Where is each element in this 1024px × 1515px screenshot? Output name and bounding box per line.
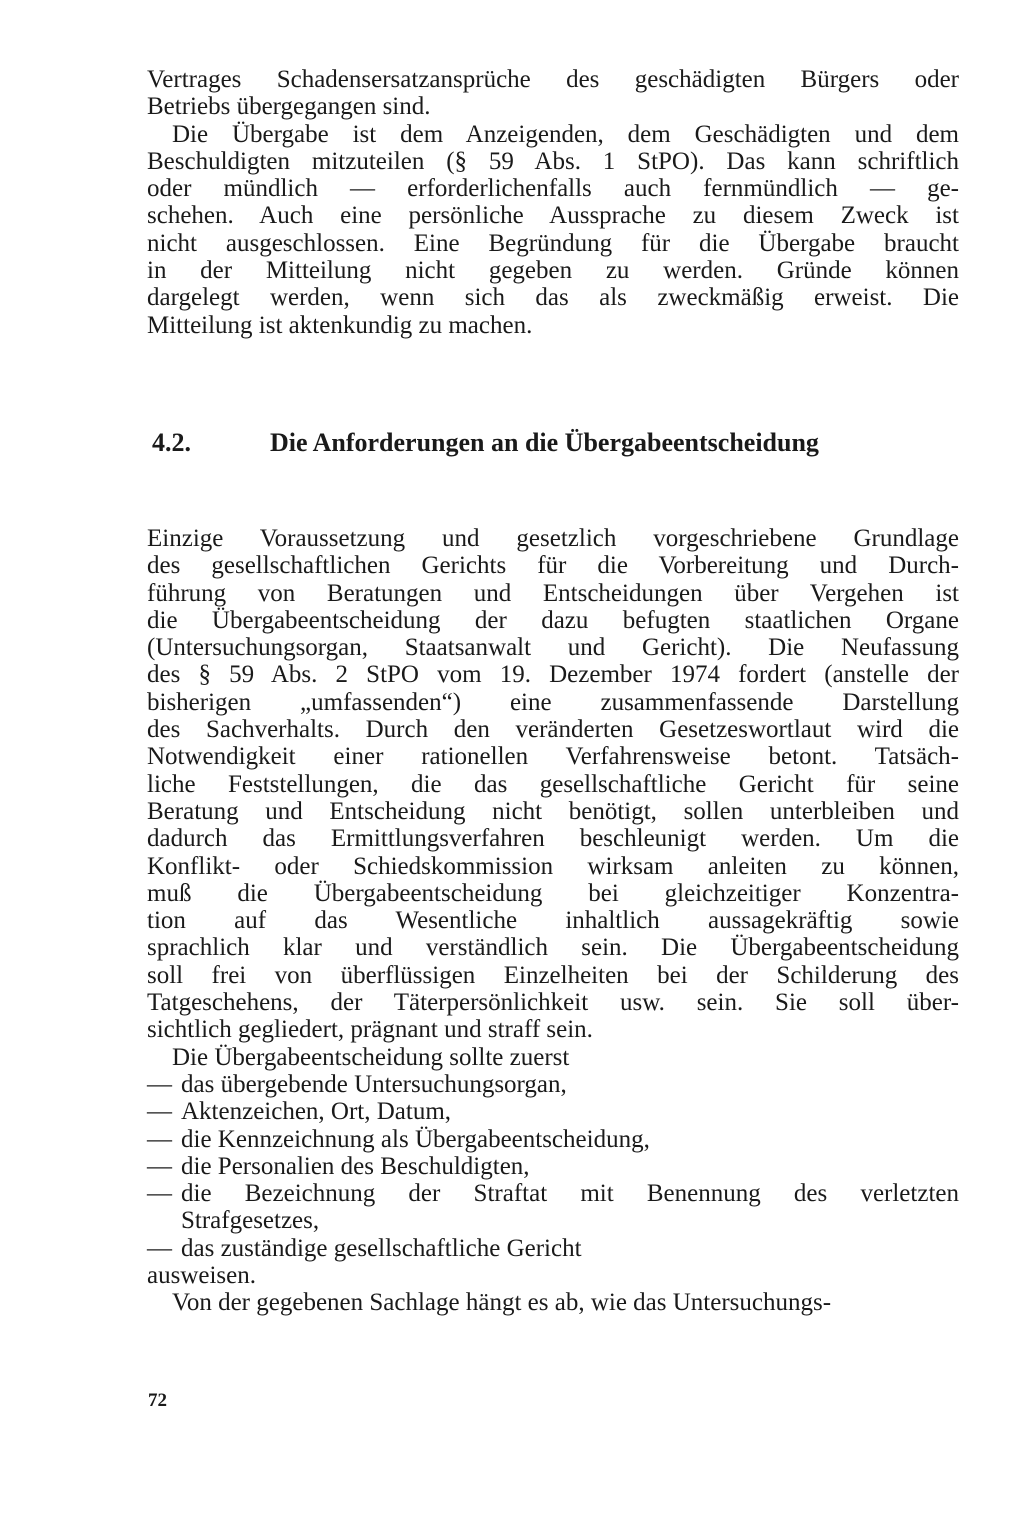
dash: — [147, 1180, 172, 1208]
text-line: des § 59 Abs. 2 StPO vom 19. Dezember 1974 fordert (anstelle der [147, 661, 959, 689]
dash: — [147, 1098, 172, 1126]
list-item [147, 1071, 959, 1098]
list-item-text: die Bezeichnung der Straftat mit Benennung des verletzten [181, 1180, 959, 1208]
text-line: muß die Übergabeentscheidung bei gleichzeitiger Konzentra- [147, 879, 959, 907]
text-line: sprachlich klar und verständlich sein. Die Übergabeentscheidung [147, 934, 959, 962]
text-line: des gesellschaftlichen Gerichts für die Vorbereitung und Durch- [147, 552, 959, 580]
text-line: Mitteilung ist aktenkundig zu machen. [147, 311, 533, 339]
text-line: die Übergabeentscheidung der dazu befugten staatlichen Organe [147, 606, 959, 634]
text-line: schehen. Auch eine persönliche Aussprache zu diesem Zweck ist [147, 202, 959, 230]
text-line: Vertrages Schadensersatzansprüche des geschädigten Bürgers oder [147, 66, 959, 93]
text-line: Beschuldigten mitzuteilen (§ 59 Abs. 1 StPO). Das kann schriftlich [147, 147, 959, 175]
closing-line: Von der gegebenen Sachlage hängt es ab, wie das Untersuchungs- [172, 1289, 832, 1317]
list-item [147, 1098, 959, 1125]
text-line: dargelegt werden, wenn sich das als zweckmäßig erweist. Die [147, 284, 959, 312]
text-line: dadurch das Ermittlungsverfahren beschleunigt werden. Um die [147, 825, 959, 853]
list-item [147, 1126, 959, 1153]
text-line: liche Feststellungen, die das gesellschaftliche Gericht für seine [147, 770, 959, 798]
text-line: Tatgeschehens, der Täterpersönlichkeit usw. sein. Sie soll über- [147, 989, 959, 1017]
list-item [147, 1153, 959, 1180]
dash: — [147, 1070, 172, 1098]
section-title: Die Anforderungen an die Übergabeentscheidung [270, 428, 819, 457]
text-line: des Sachverhalts. Durch den veränderten Gesetzeswortlaut wird die [147, 716, 959, 744]
section-number: 4.2. [152, 428, 191, 457]
text-line: Konflikt- oder Schiedskommission wirksam anleiten zu können, [147, 852, 959, 880]
list-item-text: die Kennzeichnung als Übergabeentscheidung, [181, 1125, 650, 1153]
text-line: bisherigen „umfassenden“) eine zusammenfassende Darstellung [147, 688, 959, 716]
text-line: (Untersuchungsorgan, Staatsanwalt und Gericht). Die Neufassung [147, 634, 959, 662]
page-number: 72 [148, 1390, 167, 1411]
list-item-text: Aktenzeichen, Ort, Datum, [181, 1098, 452, 1126]
list-item-text: das übergebende Untersuchungsorgan, [181, 1070, 567, 1098]
dash: — [147, 1125, 172, 1153]
list-intro: Die Übergabeentscheidung sollte zuerst [172, 1043, 570, 1071]
text-line: oder mündlich — erforderlichenfalls auch fernmündlich — ge- [147, 175, 959, 203]
list-item-text: die Personalien des Beschuldigten, [181, 1152, 530, 1180]
list-item-text: das zuständige gesellschaftliche Gericht [181, 1234, 582, 1262]
main-paragraph [147, 525, 959, 1317]
text-line: tion auf das Wesentliche inhaltlich aussagekräftig sowie [147, 907, 959, 935]
text-line: soll frei von überflüssigen Einzelheiten bei der Schilderung des [147, 961, 959, 989]
text-line: nicht ausgeschlossen. Eine Begründung für die Übergabe braucht [147, 229, 959, 257]
text-line: führung von Beratungen und Entscheidungen über Vergehen ist [147, 579, 959, 607]
text-line: Einzige Voraussetzung und gesetzlich vorgeschriebene Grundlage [147, 525, 959, 552]
list-outro: ausweisen. [147, 1262, 256, 1290]
text-line: in der Mitteilung nicht gegeben zu werden. Gründe können [147, 257, 959, 285]
dash: — [147, 1152, 172, 1180]
list-item [147, 1235, 959, 1262]
text-line: Beratung und Entscheidung nicht benötigt, sollen unterbleiben und [147, 797, 959, 825]
list-item [147, 1180, 959, 1207]
text-line: Notwendigkeit einer rationellen Verfahrensweise betont. Tatsäch- [147, 743, 959, 771]
text-line: Die Übergabe ist dem Anzeigenden, dem Geschädigten und dem [172, 120, 959, 148]
text-line: Betriebs übergegangen sind. [147, 93, 431, 121]
list-item-continuation: Strafgesetzes, [181, 1207, 320, 1235]
top-paragraphs [147, 66, 959, 339]
dash: — [147, 1234, 172, 1262]
text-line: sichtlich gegliedert, prägnant und straff sein. [147, 1016, 593, 1044]
